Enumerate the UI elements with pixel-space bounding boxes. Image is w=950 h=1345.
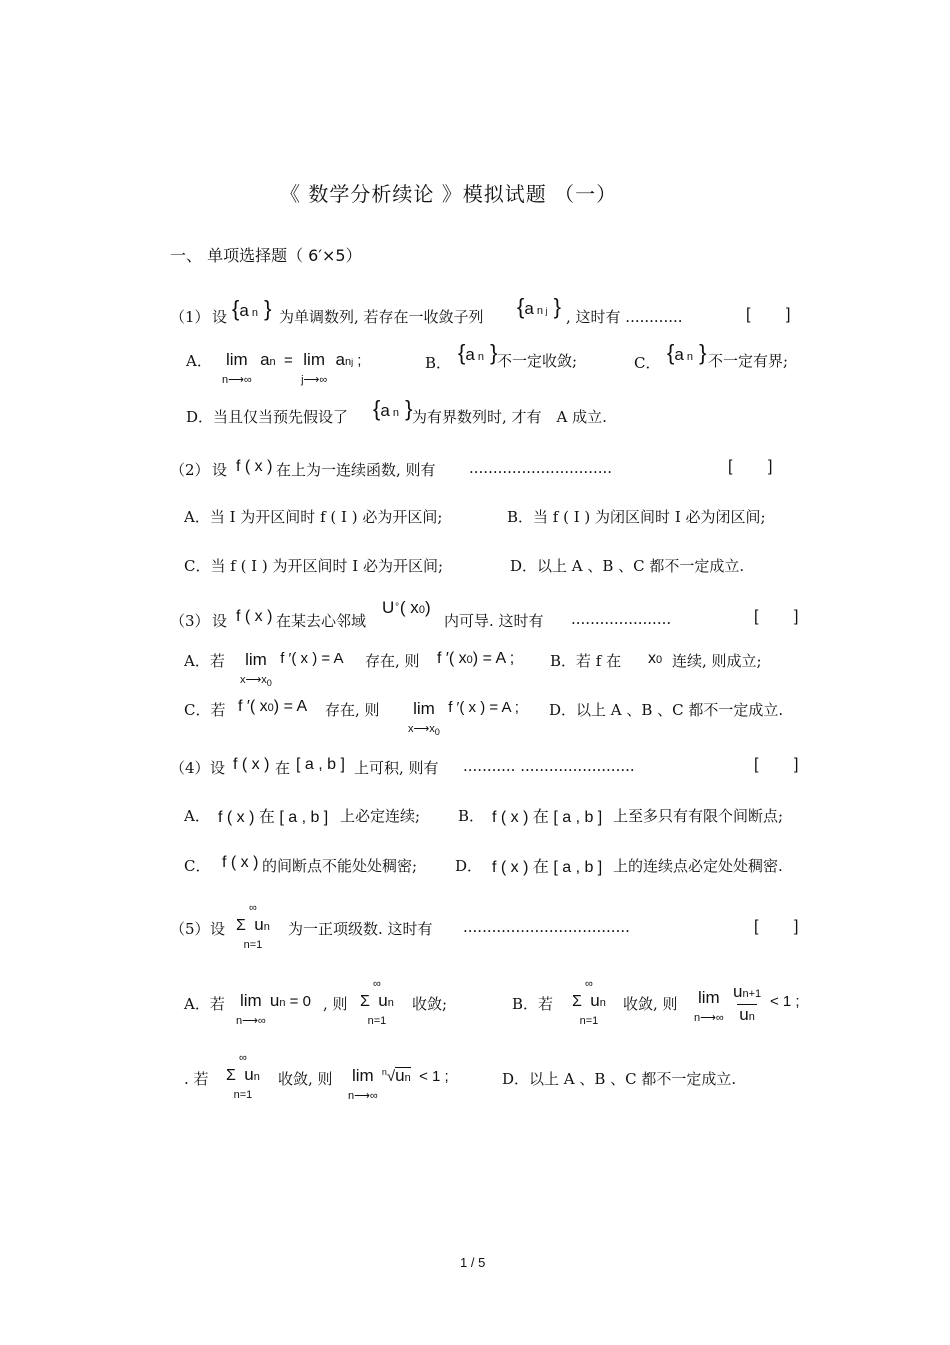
sum-formula: ∞ Σ un n=1 bbox=[226, 1052, 260, 1101]
formula: f ( x ) 在 [ a , b ] bbox=[492, 859, 603, 876]
section-heading: 一、 单项选择题（ 6′×5） bbox=[170, 246, 362, 265]
question-number: （5） bbox=[170, 920, 210, 938]
formula: {a n } bbox=[232, 296, 272, 321]
formula: lim n⟶∞ an = lim j⟶∞ anj ; bbox=[222, 350, 362, 386]
option-text: 为有界数列时, 才有 A 成立. bbox=[412, 408, 607, 426]
question-stem: 为单调数列, 若存在一收敛子列 bbox=[279, 308, 484, 326]
question-number: （3） bbox=[170, 612, 210, 630]
question-stem: 在某去心邻域 bbox=[276, 612, 367, 630]
option-label: B． bbox=[458, 807, 485, 825]
option-text: 存在, 则 bbox=[325, 701, 380, 719]
answer-bracket: [ ] bbox=[754, 608, 799, 625]
formula: f ( x ) bbox=[233, 756, 270, 773]
option-text: . 若 bbox=[184, 1070, 209, 1088]
question-stem: 设 bbox=[210, 759, 226, 777]
question-stem: ..................... bbox=[571, 610, 672, 628]
question-stem: 设 bbox=[212, 308, 228, 326]
option-d: D．以上 A 、B 、C 都不一定成立. bbox=[549, 701, 784, 719]
option-d: 上的连续点必定处处稠密. bbox=[613, 857, 783, 875]
option-label: D． bbox=[455, 857, 483, 875]
option-a: 上必定连续; bbox=[340, 807, 421, 825]
formula: f ′( x0) = A bbox=[238, 698, 308, 715]
option-b: B．当 f ( I ) 为闭区间时 I 必为闭区间; bbox=[507, 508, 766, 526]
option-text: , 则 bbox=[323, 995, 348, 1013]
option-text: 收敛, 则 bbox=[278, 1070, 333, 1088]
question-stem: 上可积, 则有 bbox=[354, 759, 439, 777]
option-text: A．若 bbox=[184, 652, 225, 670]
answer-bracket: [ ] bbox=[728, 458, 773, 475]
question-stem: 设 bbox=[212, 612, 228, 630]
formula: x0 bbox=[648, 650, 663, 667]
answer-bracket: [ ] bbox=[754, 756, 799, 773]
formula: {a n j } bbox=[517, 294, 561, 319]
formula: f ( x ) 在 [ a , b ] bbox=[492, 809, 603, 826]
formula: U∘( x0) bbox=[382, 598, 431, 617]
formula: {a n } bbox=[458, 340, 498, 365]
formula: lim $x⟶x_0$ f ′( x ) = A ; bbox=[408, 699, 519, 738]
option-text: D．当且仅当预先假设了 bbox=[186, 408, 349, 426]
formula: {a n } bbox=[667, 340, 707, 365]
formula: f ( x ) bbox=[222, 854, 259, 871]
sum-formula: ∞ Σ un n=1 bbox=[360, 978, 394, 1027]
answer-bracket: [ ] bbox=[746, 306, 791, 323]
formula: lim $x⟶x_0$ f ′( x ) = A bbox=[240, 650, 344, 689]
fraction: un+1 un bbox=[733, 982, 761, 1027]
question-stem: , 这时有 ............ bbox=[566, 308, 683, 326]
option-text: 收敛; bbox=[412, 995, 448, 1013]
formula: lim n⟶∞ un = 0 bbox=[236, 991, 311, 1027]
sum-formula: ∞ Σ un n=1 bbox=[572, 978, 606, 1027]
option-a: A．当 I 为开区间时 f ( I ) 必为开区间; bbox=[184, 508, 443, 526]
option-label: B． bbox=[425, 354, 452, 372]
formula: < 1 ; bbox=[770, 993, 800, 1010]
formula: {a n } bbox=[373, 396, 413, 421]
option-label: C． bbox=[634, 354, 661, 372]
question-stem: 为一正项级数. 这时有 bbox=[288, 920, 433, 938]
question-stem: ........... ........................ bbox=[463, 757, 635, 775]
option-b: 上至多只有有限个间断点; bbox=[613, 807, 784, 825]
question-stem: 设 bbox=[212, 461, 228, 479]
formula: f ′( x0) = A ; bbox=[437, 650, 515, 667]
option-text: 不一定收敛; bbox=[497, 352, 578, 370]
question-stem: 在上为一连续函数, 则有 bbox=[276, 461, 436, 479]
formula: [ a , b ] bbox=[296, 756, 345, 773]
question-stem: 设 bbox=[210, 920, 226, 938]
formula: lim n⟶∞ bbox=[694, 988, 724, 1024]
option-d: D．以上 A 、B 、C 都不一定成立. bbox=[502, 1070, 737, 1088]
sum-formula: ∞ Σ un n=1 bbox=[236, 902, 270, 951]
formula: f ( x ) bbox=[236, 608, 273, 625]
option-text: B．若 bbox=[512, 995, 554, 1013]
answer-bracket: [ ] bbox=[754, 918, 799, 935]
option-text: 收敛, 则 bbox=[623, 995, 678, 1013]
option-label: C． bbox=[184, 857, 211, 875]
option-label: A． bbox=[186, 352, 212, 370]
option-text: A．若 bbox=[184, 995, 225, 1013]
question-stem: 在 bbox=[275, 759, 291, 777]
question-number: （1） bbox=[170, 308, 210, 326]
question-number: （4） bbox=[170, 759, 210, 777]
question-stem: .............................. bbox=[469, 459, 613, 477]
page-title: 《 数学分析续论 》模拟试题 （一） bbox=[280, 182, 618, 206]
formula: lim n⟶∞ $^n$√un < 1 ; bbox=[348, 1066, 449, 1102]
question-number: （2） bbox=[170, 461, 210, 479]
question-stem: 内可导. 这时有 bbox=[444, 612, 544, 630]
formula: f ( x ) bbox=[236, 458, 273, 475]
option-c: C．当 f ( I ) 为开区间时 I 必为开区间; bbox=[184, 557, 444, 575]
question-stem: ................................... bbox=[463, 918, 630, 936]
option-text: 不一定有界; bbox=[708, 352, 789, 370]
formula: f ( x ) 在 [ a , b ] bbox=[218, 809, 329, 826]
option-d: D．以上 A 、B 、C 都不一定成立. bbox=[510, 557, 745, 575]
option-text: C．若 bbox=[184, 701, 226, 719]
option-label: A． bbox=[184, 807, 210, 825]
option-text: 存在, 则 bbox=[365, 652, 420, 670]
option-text: 连续, 则成立; bbox=[672, 652, 762, 670]
option-text: B．若 f 在 bbox=[550, 652, 622, 670]
page-number: 1 / 5 bbox=[460, 1255, 486, 1270]
option-c: 的间断点不能处处稠密; bbox=[262, 857, 418, 875]
